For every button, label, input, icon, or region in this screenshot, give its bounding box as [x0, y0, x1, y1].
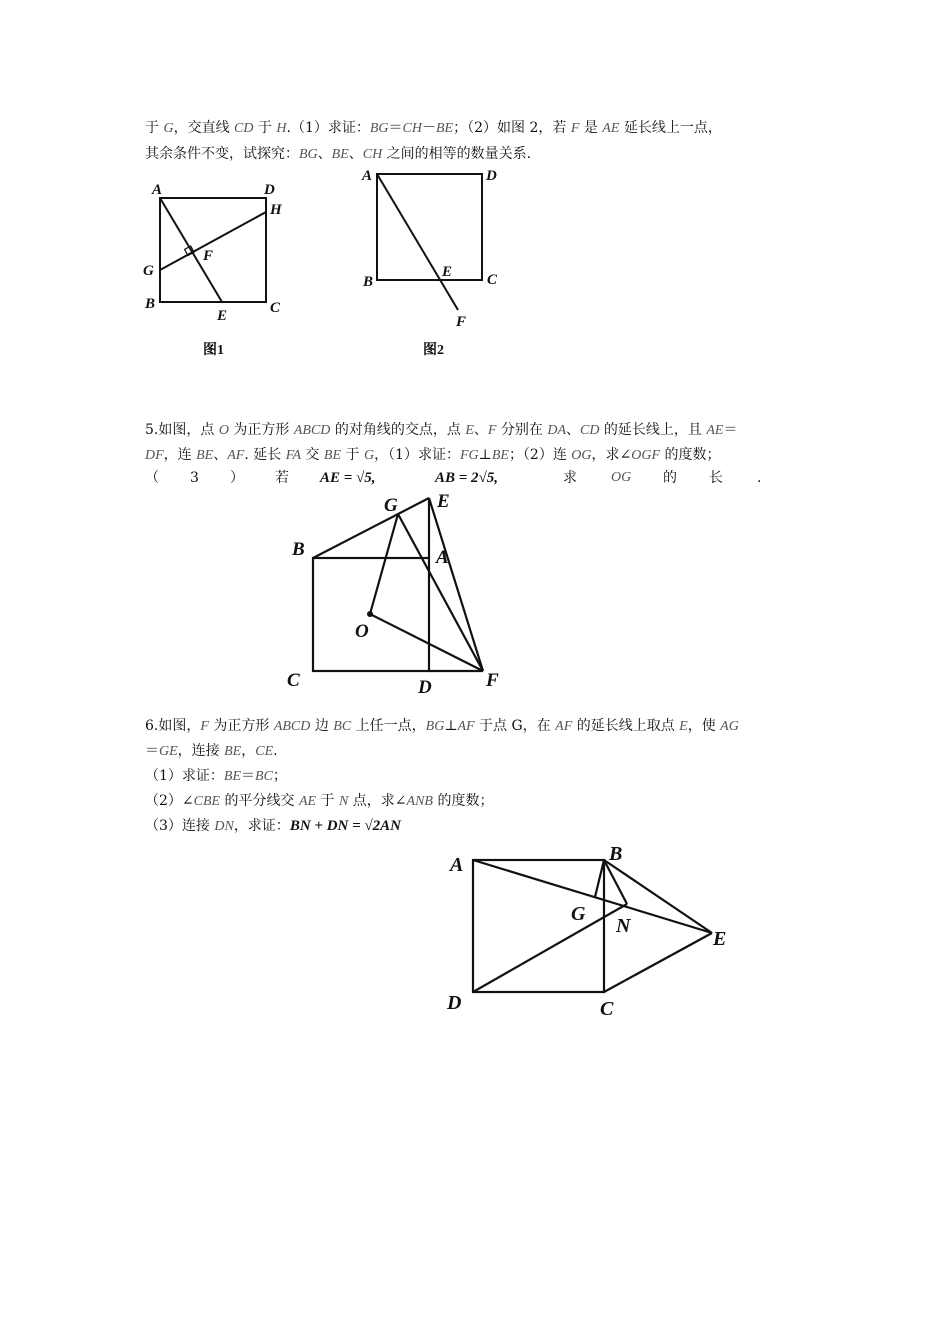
- problem6-question-3: （3）连接 DN，求证：BN + DN = √2AN: [145, 818, 401, 834]
- fig5-label-a: A: [436, 547, 449, 568]
- fig1-label-d: D: [264, 182, 275, 198]
- fig2-label-e: E: [442, 264, 453, 280]
- fig2-label-f: F: [456, 314, 467, 330]
- fig1-caption: 图1: [203, 343, 224, 358]
- fig1-label-a: A: [152, 182, 163, 198]
- fig2-label-c: C: [487, 272, 498, 288]
- fig5-label-f: F: [486, 670, 499, 691]
- fig6-label-a: A: [450, 854, 464, 876]
- fig6-line-bg: [595, 860, 604, 897]
- fig2-label-b: B: [363, 274, 374, 290]
- fig5-label-e: E: [437, 491, 450, 512]
- fig1-label-e: E: [217, 308, 228, 324]
- fig6-line-ce: [604, 933, 712, 992]
- fig6-label-b: B: [609, 843, 623, 865]
- fig6-label-g: G: [571, 903, 586, 925]
- problem6-question-1: （1）求证：BE＝BC；: [145, 768, 287, 784]
- fig6-label-c: C: [600, 998, 614, 1020]
- problem4-line1: 于 G，交直线 CD 于 H.（1）求证：BG＝CH－BE；（2）如图 2，若 F 是 AE 延长线上一点，: [145, 120, 722, 136]
- fig5-label-g: G: [384, 495, 398, 516]
- fig6-label-e: E: [713, 928, 727, 950]
- fig5-label-o: O: [355, 621, 369, 642]
- fig6-line-ae: [473, 860, 712, 933]
- problem6-line2: ＝GE，连接 BE，CE.: [145, 743, 278, 759]
- fig6-label-d: D: [447, 992, 462, 1014]
- fig5-label-d: D: [418, 677, 432, 698]
- fig2-label-a: A: [362, 168, 373, 184]
- fig5-label-c: C: [287, 670, 300, 691]
- problem6-line1: 6.如图，F 为正方形 ABCD 边 BC 上任一点，BG⊥AF 于点 G，在 AF 的延长线上取点 E，使 AG: [145, 718, 739, 734]
- fig2-label-d: D: [486, 168, 497, 184]
- fig1-label-g: G: [143, 263, 154, 279]
- problem4-line2: 其余条件不变，试探究：BG、BE、CH 之间的相等的数量关系.: [145, 146, 532, 162]
- fig1-label-b: B: [145, 296, 156, 312]
- fig6-label-n: N: [616, 915, 631, 937]
- fig1-label-c: C: [270, 300, 281, 316]
- fig1-label-h: H: [270, 202, 282, 218]
- problem5-line1: 5.如图，点 O 为正方形 ABCD 的对角线的交点，点 E、F 分别在 DA、CD 的延长线上，且 AE＝: [145, 422, 738, 438]
- problem6-question-2: （2）∠CBE 的平分线交 AE 于 N 点，求∠ANB 的度数；: [145, 793, 494, 809]
- fig1-label-f: F: [203, 248, 214, 264]
- problem5-line2: DF，连 BE、AF. 延长 FA 交 BE 于 G，（1）求证：FG⊥BE；（2）连 OG，求∠OGF 的度数；: [145, 447, 721, 463]
- fig5-label-b: B: [292, 539, 305, 560]
- fig2-caption: 图2: [423, 343, 444, 358]
